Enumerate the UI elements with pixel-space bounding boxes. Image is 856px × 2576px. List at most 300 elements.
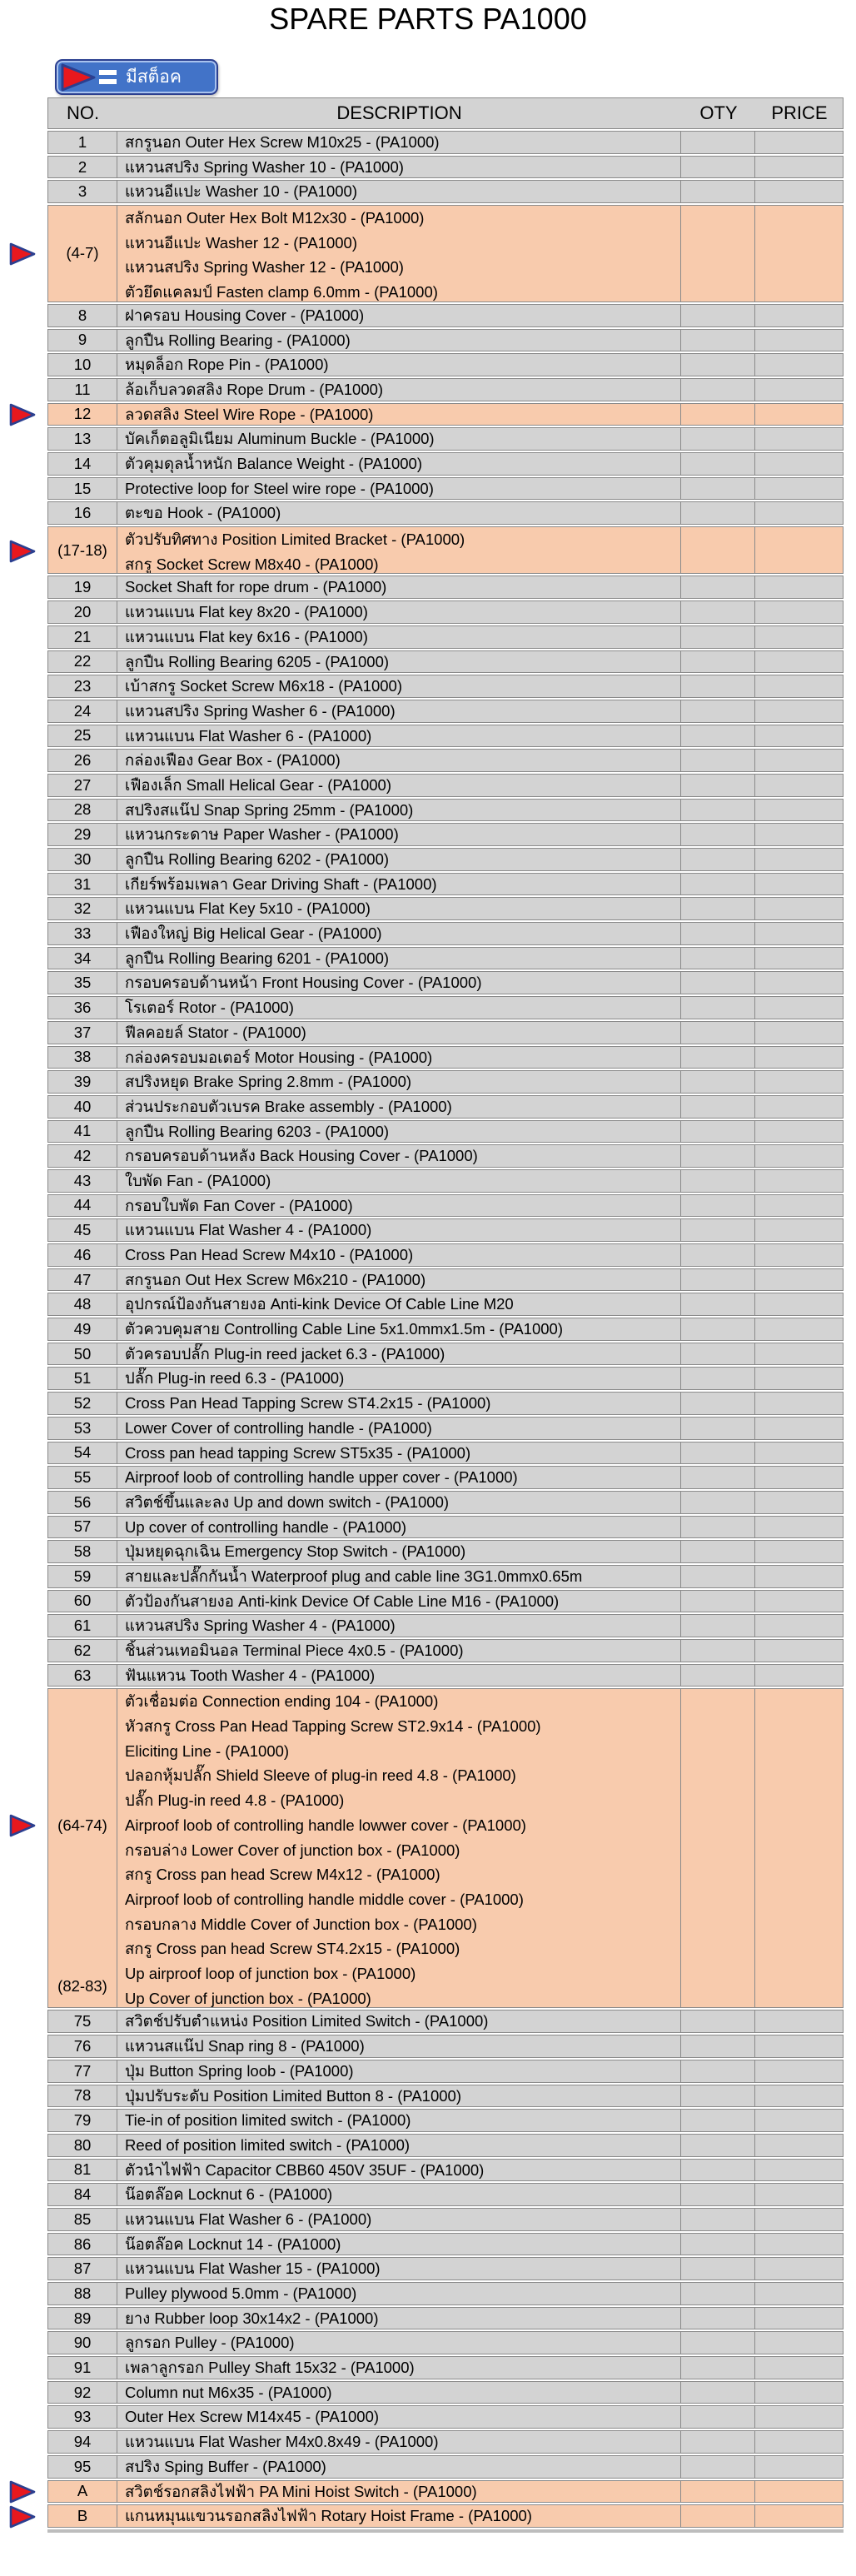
- table-row: [47, 2455, 844, 2479]
- description-line: หัวสกรู Cross Pan Head Tapping Screw ST2.9x14 - (PA1000): [125, 1717, 541, 1736]
- description-line: ปุ่ม Button Spring loob - (PA1000): [125, 2061, 354, 2080]
- description-line: ยาง Rubber loop 30x14x2 - (PA1000): [125, 2309, 379, 2327]
- table-row: [47, 2208, 844, 2231]
- price-cell: [755, 2332, 843, 2354]
- row-number: 20: [73, 602, 92, 620]
- no-cell: [48, 2357, 117, 2379]
- price-cell: [755, 800, 843, 821]
- description-line: Lower Cover of controlling handle - (PA1000): [125, 1418, 432, 1437]
- description-line: แหวนกระดาษ Paper Washer - (PA1000): [125, 825, 399, 844]
- qty-cell: [681, 2234, 755, 2255]
- price-cell: [755, 1022, 843, 1044]
- row-number: 95: [73, 2457, 92, 2475]
- description-line: แหวนสปริง Spring Washer 6 - (PA1000): [125, 701, 396, 720]
- qty-cell: [681, 1293, 755, 1315]
- description-cell: [117, 157, 681, 178]
- description-cell: [117, 2505, 681, 2527]
- row-number: 21: [73, 627, 92, 645]
- header-description: DESCRIPTION: [336, 102, 462, 123]
- table-row: [47, 2159, 844, 2182]
- description-cell: [117, 1393, 681, 1414]
- qty-cell: [681, 2332, 755, 2354]
- row-number: 89: [73, 2309, 92, 2327]
- table-row: [47, 848, 844, 871]
- table-row: [47, 1565, 844, 1588]
- description-cell: [117, 1170, 681, 1192]
- row-number: 79: [73, 2111, 92, 2130]
- qty-cell: [681, 1591, 755, 1612]
- table-row: [47, 329, 844, 352]
- row-number: 48: [73, 1295, 92, 1313]
- description-cell: [117, 2160, 681, 2181]
- description-line: กรอบกลาง Middle Cover of Junction box - (PA1000): [125, 1915, 477, 1933]
- qty-cell: [681, 1517, 755, 1538]
- qty-cell: [681, 601, 755, 623]
- qty-cell: [681, 2035, 755, 2057]
- qty-cell: [681, 2060, 755, 2082]
- no-cell: [48, 2010, 117, 2032]
- price-cell: [755, 1121, 843, 1143]
- stock-legend-button[interactable]: [55, 59, 218, 95]
- description-cell: [117, 2382, 681, 2404]
- description-line: แหวนสปริง Spring Washer 12 - (PA1000): [125, 258, 404, 277]
- description-line: สปริงหยุด Brake Spring 2.8mm - (PA1000): [125, 1073, 412, 1091]
- description-cell: [117, 601, 681, 623]
- qty-cell: [681, 2357, 755, 2379]
- row-number: 61: [73, 1617, 92, 1635]
- qty-cell: [681, 330, 755, 351]
- description-line: สกรู Socket Screw M8x40 - (PA1000): [125, 555, 379, 573]
- no-cell: [48, 2431, 117, 2453]
- description-cell: [117, 2010, 681, 2032]
- description-cell: [117, 453, 681, 475]
- row-number: 52: [73, 1393, 92, 1412]
- row-number: 29: [73, 825, 92, 844]
- qty-cell: [681, 404, 755, 426]
- qty-cell: [681, 651, 755, 673]
- description-line: เฟืองใหญ่ Big Helical Gear - (PA1000): [125, 924, 382, 943]
- description-line: สปริงสแน๊ป Snap Spring 25mm - (PA1000): [125, 800, 414, 819]
- no-cell: [48, 750, 117, 771]
- price-cell: [755, 923, 843, 944]
- no-cell: [48, 2135, 117, 2156]
- price-cell: [755, 404, 843, 426]
- qty-cell: [681, 1418, 755, 1439]
- price-cell: [755, 601, 843, 623]
- row-number: 87: [73, 2260, 92, 2278]
- description-cell: [117, 2234, 681, 2255]
- description-cell: [117, 2085, 681, 2107]
- description-line: สลักนอก Outer Hex Bolt M12x30 - (PA1000): [125, 209, 425, 227]
- description-cell: [117, 651, 681, 673]
- qty-cell: [681, 1047, 755, 1069]
- description-line: ตัวควบคุมสาย Controlling Cable Line 5x1.0mmx1.5m - (PA1000): [125, 1320, 563, 1338]
- price-cell: [755, 1442, 843, 1464]
- description-cell: [117, 2184, 681, 2205]
- qty-cell: [681, 2308, 755, 2329]
- description-line: ชิ้นส่วนเทอมินอล Terminal Piece 4x0.5 - (PA1000): [125, 1642, 464, 1659]
- description-line: ส่วนประกอบตัวเบรค Brake assembly - (PA1000): [125, 1097, 452, 1115]
- no-cell: [48, 2160, 117, 2181]
- price-cell: [755, 700, 843, 722]
- price-cell: [755, 1615, 843, 1637]
- no-cell: [48, 132, 117, 153]
- description-cell: [117, 1640, 681, 1662]
- table-row: [47, 2109, 844, 2132]
- description-cell: [117, 997, 681, 1019]
- price-cell: [755, 2060, 843, 2082]
- price-cell: [755, 2258, 843, 2280]
- price-cell: [755, 1170, 843, 1192]
- description-cell: [117, 750, 681, 771]
- price-cell: [755, 502, 843, 524]
- description-line: แหวนแบน Flat Washer 4 - (PA1000): [125, 1221, 372, 1239]
- qty-cell: [681, 2110, 755, 2131]
- description-line: Protective loop for Steel wire rope - (PA1000): [125, 479, 434, 497]
- description-line: กรอบครอบด้านหน้า Front Housing Cover - (PA1000): [125, 974, 482, 992]
- row-number: 28: [73, 800, 92, 819]
- description-cell: [117, 206, 681, 301]
- description-line: โรเตอร์ Rotor - (PA1000): [125, 999, 294, 1017]
- row-number: 24: [73, 701, 92, 720]
- no-cell: [48, 404, 117, 426]
- description-line: ฟีลคอยล์ Stator - (PA1000): [125, 1023, 306, 1041]
- header-qty: OTY: [699, 102, 738, 123]
- description-cell: [117, 1219, 681, 1241]
- no-cell: [48, 576, 117, 598]
- qty-cell: [681, 849, 755, 870]
- no-cell: [48, 453, 117, 475]
- table-row: [47, 403, 844, 426]
- price-cell: [755, 527, 843, 573]
- table-row: [47, 725, 844, 748]
- no-cell: [48, 1689, 117, 2007]
- description-cell: [117, 972, 681, 994]
- price-cell: [755, 1219, 843, 1241]
- qty-cell: [681, 1318, 755, 1340]
- table-row: [47, 501, 844, 525]
- description-cell: [117, 626, 681, 648]
- table-row: [47, 675, 844, 698]
- description-line: เบ้าสกรู Socket Screw M6x18 - (PA1000): [125, 677, 403, 695]
- no-cell: [48, 2035, 117, 2057]
- description-cell: [117, 428, 681, 450]
- price-cell: [755, 1318, 843, 1340]
- description-cell: [117, 1591, 681, 1612]
- no-cell: [48, 2406, 117, 2428]
- price-cell: [755, 453, 843, 475]
- description-cell: [117, 775, 681, 796]
- row-number: 60: [73, 1592, 92, 1610]
- no-cell: [48, 1269, 117, 1291]
- description-line: Tie-in of position limited switch - (PA1000): [125, 2111, 411, 2130]
- price-cell: [755, 206, 843, 301]
- no-cell: [48, 181, 117, 202]
- description-line: แหวนแบน Flat key 8x20 - (PA1000): [125, 603, 368, 621]
- qty-cell: [681, 1492, 755, 1513]
- price-cell: [755, 2431, 843, 2453]
- row-number: 33: [73, 924, 92, 942]
- table-row: [47, 1614, 844, 1637]
- row-number: 77: [73, 2061, 92, 2080]
- row-number: 53: [73, 1418, 92, 1437]
- qty-cell: [681, 2085, 755, 2107]
- table-row: [47, 304, 844, 327]
- price-cell: [755, 2406, 843, 2428]
- description-cell: [117, 1615, 681, 1637]
- table-row: [47, 1194, 844, 1218]
- qty-cell: [681, 576, 755, 598]
- table-row: [47, 1095, 844, 1119]
- price-cell: [755, 775, 843, 796]
- table-row: [47, 1169, 844, 1193]
- qty-cell: [681, 1442, 755, 1464]
- no-cell: [48, 2332, 117, 2354]
- stock-arrow-icon: [8, 1814, 37, 1837]
- description-line: ลูกปืน Rolling Bearing 6202 - (PA1000): [125, 850, 390, 868]
- no-cell: [48, 1244, 117, 1266]
- table-row: [47, 922, 844, 945]
- qty-cell: [681, 305, 755, 326]
- row-number: 12: [73, 405, 92, 423]
- price-cell: [755, 2382, 843, 2404]
- table-row: [47, 477, 844, 501]
- row-number: 90: [73, 2334, 92, 2352]
- row-number: 78: [73, 2086, 92, 2105]
- table-row: [47, 1590, 844, 1613]
- no-cell: [48, 1121, 117, 1143]
- qty-cell: [681, 1071, 755, 1093]
- row-number: 2: [77, 157, 87, 176]
- no-cell: [48, 2481, 117, 2503]
- price-cell: [755, 2283, 843, 2304]
- qty-cell: [681, 750, 755, 771]
- row-number: 30: [73, 850, 92, 868]
- table-row: [47, 2381, 844, 2404]
- table-row: [47, 1417, 844, 1440]
- price-cell: [755, 1517, 843, 1538]
- no-cell: [48, 898, 117, 919]
- row-number: 34: [73, 949, 92, 967]
- table-row: [47, 2035, 844, 2058]
- qty-cell: [681, 379, 755, 401]
- table-row: [47, 2282, 844, 2305]
- price-cell: [755, 898, 843, 919]
- equals-icon: [99, 70, 117, 84]
- no-cell: [48, 379, 117, 401]
- price-cell: [755, 2110, 843, 2131]
- row-number: 91: [73, 2358, 92, 2376]
- row-number: 37: [73, 1023, 92, 1041]
- row-number: 23: [73, 677, 92, 695]
- description-line: Pulley plywood 5.0mm - (PA1000): [125, 2285, 357, 2303]
- table-row: [47, 700, 844, 723]
- table-row: [47, 799, 844, 822]
- qty-cell: [681, 824, 755, 845]
- table-row: [47, 526, 844, 574]
- price-cell: [755, 157, 843, 178]
- no-cell: [48, 2505, 117, 2527]
- table-row: [47, 2331, 844, 2354]
- row-number: 49: [73, 1319, 92, 1338]
- description-cell: [117, 1517, 681, 1538]
- qty-cell: [681, 874, 755, 895]
- no-cell: [48, 1640, 117, 1662]
- table-row: [47, 1491, 844, 1514]
- table-row: [47, 2480, 844, 2504]
- description-line: เกียร์พร้อมเพลา Gear Driving Shaft - (PA1000): [125, 874, 437, 893]
- description-cell: [117, 1418, 681, 1439]
- description-line: ลูกปืน Rolling Bearing - (PA1000): [125, 331, 351, 349]
- header-no: NO.: [66, 102, 100, 123]
- description-cell: [117, 2258, 681, 2280]
- price-cell: [755, 1640, 843, 1662]
- table-row: [47, 1070, 844, 1094]
- no-cell: [48, 923, 117, 944]
- price-cell: [755, 1293, 843, 1315]
- price-cell: [755, 576, 843, 598]
- price-cell: [755, 2481, 843, 2503]
- table-row: [47, 2085, 844, 2108]
- description-line: แหวนอีแปะ Washer 12 - (PA1000): [125, 233, 357, 252]
- description-cell: [117, 898, 681, 919]
- description-cell: [117, 2110, 681, 2131]
- description-line: ตัวครอบปลั๊ก Plug-in reed jacket 6.3 - (PA1000): [125, 1344, 445, 1363]
- price-cell: [755, 2308, 843, 2329]
- table-row: [47, 1540, 844, 1563]
- qty-cell: [681, 2184, 755, 2205]
- no-cell: [48, 651, 117, 673]
- price-cell: [755, 1368, 843, 1389]
- qty-cell: [681, 2135, 755, 2156]
- table-row: [47, 1318, 844, 1341]
- price-cell: [755, 478, 843, 500]
- header-price: PRICE: [771, 102, 828, 123]
- description-line: แหวนแบน Flat Washer 6 - (PA1000): [125, 726, 372, 745]
- row-number: 84: [73, 2185, 92, 2204]
- no-cell: [48, 948, 117, 969]
- row-number: 81: [73, 2160, 92, 2179]
- row-number: 86: [73, 2235, 92, 2253]
- no-cell: [48, 1047, 117, 1069]
- qty-cell: [681, 453, 755, 475]
- description-line: Socket Shaft for rope drum - (PA1000): [125, 578, 387, 596]
- price-cell: [755, 1689, 843, 2007]
- description-line: สกรูนอก Out Hex Screw M6x210 - (PA1000): [125, 1270, 426, 1288]
- row-number: 9: [77, 331, 87, 349]
- description-cell: [117, 132, 681, 153]
- no-cell: [48, 2382, 117, 2404]
- price-cell: [755, 997, 843, 1019]
- table-row: [47, 1293, 844, 1316]
- no-cell: [48, 824, 117, 845]
- table-row: [47, 205, 844, 302]
- table-row: [47, 873, 844, 896]
- table-row: [47, 156, 844, 179]
- price-cell: [755, 972, 843, 994]
- price-cell: [755, 379, 843, 401]
- no-cell: [48, 527, 117, 573]
- row-number: 50: [73, 1344, 92, 1363]
- qty-cell: [681, 1368, 755, 1389]
- row-number: 11: [74, 380, 91, 398]
- description-line: แหวนอีแปะ Washer 10 - (PA1000): [125, 182, 357, 201]
- no-cell: [48, 972, 117, 994]
- row-number: 41: [73, 1122, 92, 1140]
- no-cell: [48, 1318, 117, 1340]
- description-cell: [117, 2431, 681, 2453]
- row-number: 35: [73, 974, 92, 992]
- qty-cell: [681, 1541, 755, 1562]
- no-cell: [48, 1492, 117, 1513]
- table-row: [47, 2356, 844, 2379]
- row-number: B: [77, 2507, 88, 2525]
- table-row: [47, 1664, 844, 1687]
- table-header-row: [47, 97, 844, 129]
- description-line: อุปกรณ์ป้องกันสายงอ Anti-kink Device Of Cable Line M20: [125, 1295, 514, 1313]
- qty-cell: [681, 2431, 755, 2453]
- row-number: 25: [73, 726, 92, 745]
- qty-cell: [681, 2382, 755, 2404]
- row-number: 75: [73, 2012, 92, 2030]
- table-row: [47, 131, 844, 154]
- description-line: หมุดล็อก Rope Pin - (PA1000): [125, 356, 329, 374]
- price-cell: [755, 2135, 843, 2156]
- row-number: 31: [73, 874, 92, 893]
- price-cell: [755, 874, 843, 895]
- description-cell: [117, 2456, 681, 2478]
- description-cell: [117, 1566, 681, 1587]
- table-row: [47, 1120, 844, 1144]
- description-line: ฝาครอบ Housing Cover - (PA1000): [125, 306, 365, 324]
- table-row: [47, 2233, 844, 2256]
- description-line: Cross Pan Head Tapping Screw ST4.2x15 - (PA1000): [125, 1394, 491, 1413]
- table-row: [47, 1639, 844, 1662]
- no-cell: [48, 874, 117, 895]
- description-cell: [117, 1096, 681, 1118]
- description-line: ลูกปืน Rolling Bearing 6201 - (PA1000): [125, 949, 390, 967]
- description-line: ลูกปืน Rolling Bearing 6203 - (PA1000): [125, 1122, 390, 1140]
- description-line: Up airproof loop of junction box - (PA1000): [125, 1964, 416, 1982]
- description-line: ฟันแหวน Tooth Washer 4 - (PA1000): [125, 1666, 376, 1684]
- description-cell: [117, 824, 681, 845]
- description-cell: [117, 576, 681, 598]
- table-row: [47, 1466, 844, 1489]
- qty-cell: [681, 478, 755, 500]
- price-cell: [755, 1047, 843, 1069]
- table-row: [47, 1243, 844, 1267]
- price-cell: [755, 1467, 843, 1488]
- row-number: 59: [73, 1567, 92, 1585]
- qty-cell: [681, 1145, 755, 1167]
- qty-cell: [681, 502, 755, 524]
- price-cell: [755, 1566, 843, 1587]
- row-number: 58: [73, 1542, 92, 1561]
- no-cell: [48, 354, 117, 376]
- no-cell: [48, 849, 117, 870]
- no-cell: [48, 330, 117, 351]
- price-cell: [755, 651, 843, 673]
- qty-cell: [681, 354, 755, 376]
- description-cell: [117, 502, 681, 524]
- description-line: สวิตช์รอกสลิงไฟฟ้า PA Mini Hoist Switch - (PA1000): [125, 2482, 477, 2500]
- description-cell: [117, 1022, 681, 1044]
- description-line: ตัวเชื่อมต่อ Connection ending 104 - (PA1000): [125, 1692, 439, 1711]
- description-line: ปลั๊ก Plug-in reed 4.8 - (PA1000): [125, 1791, 345, 1810]
- no-cell: [48, 1467, 117, 1488]
- description-line: สปริง Sping Buffer - (PA1000): [125, 2457, 326, 2475]
- table-row: [47, 947, 844, 970]
